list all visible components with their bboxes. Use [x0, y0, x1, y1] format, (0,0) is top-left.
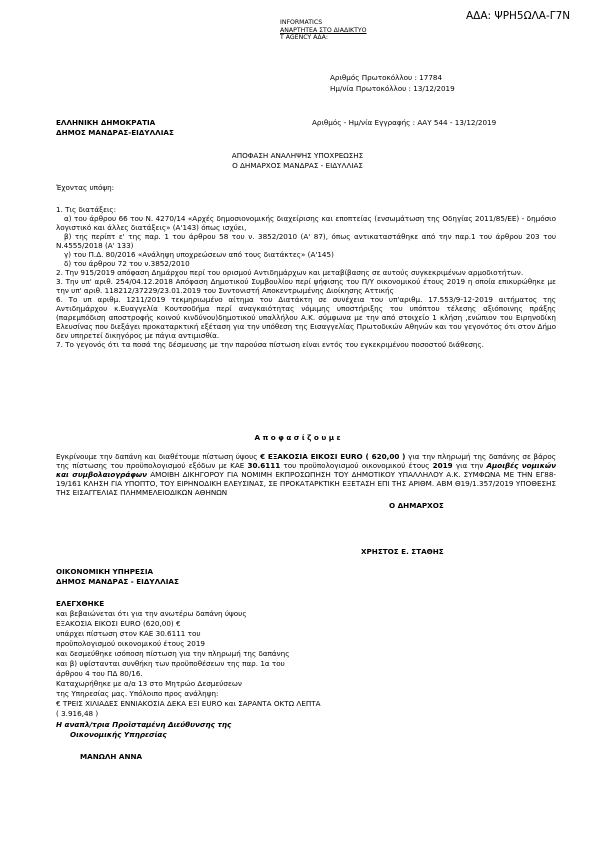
consideration-1d: δ) του άρθρου 72 του ν.3852/2010 [64, 259, 190, 268]
finance-head-title: Η αναπλ/τρια Προϊσταμένη Διεύθυνσης της [56, 720, 232, 729]
publication-stamp [280, 19, 367, 42]
finance-line: της Υπηρεσίας μας. Υπόλοιπο προς ανάληψη: [56, 689, 219, 698]
finance-line: και β) υφίστανται συνθήκη των προϋποθέσεων της παρ. 1α του [56, 659, 285, 668]
finance-municipality: ΔΗΜΟΣ ΜΑΝΔΡΑΣ - ΕΙΔΥΛΛΙΑΣ [56, 577, 179, 586]
consideration-6: 6. Το υπ αριθμ. 1211/2019 τεκμηριωμένο αίτημα του Διατάκτη σε συνέχεια του υπ'αριθμ. 17.553/9-12-2019 αιτήματος της Αντιδημάρχου κ.Ευαγγελία Κουτσοδήμα περί αναγκαιότητας νόμιμης υποστήριξης του υπόπτου τέλεσης αξιόποινης πράξης (παρεμπόδιση αποστροφής κοινού κινδύνου)δημοτικού υπαλλήλου Α.Κ. σύμφωνα με την από στοιχείο 1 κλήση ,ενώπιον του Ειρηνοδίκη Ελευσίνας που διεξάγει προκαταρκτική εξέταση για την υπόθεση της Εισαγγελίας Πρωτοδικών Αθηνών και του γεγονότος ότι στον Δήμο δεν υπηρετεί δικηγόρος με πάγια αντιμισθία. [56, 295, 556, 340]
finance-line: ( 3.916,48 ) [56, 709, 99, 718]
consideration-1c: γ) του Π.Δ. 80/2016 «Ανάληψη υποχρεώσεων από τους διατάκτες» (Α'145) [64, 250, 334, 259]
finance-dept: ΟΙΚΟΝΟΜΙΚΗ ΥΠΗΡΕΣΙΑ [56, 567, 154, 576]
considerations [56, 205, 556, 349]
decision-amount: € ΕΞΑΚΟΣΙΑ ΕΙΚΟΣΙ EURO ( 620,00 ) [260, 452, 406, 461]
decision-text [56, 452, 556, 497]
finance-line: υπάρχει πίστωση στον ΚΑΕ 30.6111 του [56, 629, 201, 638]
decision-text-1: Εγκρίνουμε την δαπάνη και διαθέτουμε πίστωση ύψους [56, 452, 258, 461]
finance-line: € ΤΡΕΙΣ ΧΙΛΙΑΔΕΣ ΕΝΝΙΑΚΟΣΙΑ ΔΕΚΑ ΕΞΙ EURO και ΣΑΡΑΝΤΑ ΟΚΤΩ ΛΕΠΤΑ [56, 699, 321, 708]
consideration-7: 7. Το γεγονός ότι τα ποσά της δέσμευσης με την παρούσα πίστωση είναι εντός του εγκεκριμένου ποσοστού διάθεσης. [56, 340, 484, 349]
protocol-number: Αριθμός Πρωτοκόλλου : 17784 [330, 73, 443, 82]
mayor-name: ΧΡΗΣΤΟΣ Ε. ΣΤΑΘΗΣ [361, 547, 444, 556]
country-header: ΕΛΛΗΝΙΚΗ ΔΗΜΟΚΡΑΤΙΑ [56, 118, 156, 127]
decision-text-5: ΑΜΟΙΒΗ ΔΙΚΗΓΟΡΟΥ ΓΙΑ ΝΟΜΙΜΗ ΕΚΠΡΟΣΩΠΗΣΗ ΤΟΥ ΔΗΜΟΤΙΚΟΥ ΥΠΑΛΛΗΛΟΥ Α.Κ. ΣΥΜΦΩΝΑ ΜΕ ΤΗΝ ΕΓ88-19/161 ΚΛΗΣΗ ΓΙΑ ΥΠΟΠΤΟ, ΤΟΥ ΕΙΡΗΝΟΔΙΚΗ ΕΛΕΥΣΙΝΑΣ, ΣΕ ΠΡΟΚΑΤΑΡΚΤΙΚΗ ΕΞΕΤΑΣΗ ΕΠΙ ΤΗΣ ΑΡΙΘΜ. ΑΒΜ Θ19/1.357/2019 ΥΠΟΘΕΣΗΣ ΤΗΣ ΕΙΣΑΓΓΕΛΙΑΣ ΠΛΗΜΜΕΛΕΙΟΔΙΚΩΝ ΑΘΗΝΩΝ [56, 470, 556, 497]
decision-text-3: του προϋπολογισμού οικονομικού έτους [283, 461, 430, 470]
document-subtitle: Ο ΔΗΜΑΡΧΟΣ ΜΑΝΔΡΑΣ - ΕΙΔΥΛΛΙΑΣ [232, 161, 363, 170]
finance-line: προϋπολογισμού οικονομικού έτους 2019 [56, 639, 205, 648]
decision-kae: 30.6111 [247, 461, 281, 470]
decision-text-2: για την πληρωμή της δαπάνης σε βάρος της πίστωσης του προϋπολογισμού εξόδων με ΚΑΕ [56, 452, 556, 470]
decision-year: 2019 [432, 461, 453, 470]
decision-category: Αμοιβές νομικών και συμβολαιογράφων [56, 461, 556, 479]
finance-line: και βεβαιώνεται ότι για την ανωτέρω δαπάνη ύψους [56, 609, 247, 618]
intro-text: Έχοντας υπόψη: [56, 183, 115, 192]
protocol-date: Ημ/νία Πρωτοκόλλου : 13/12/2019 [330, 84, 455, 93]
mayor-role: Ο ΔΗΜΑΡΧΟΣ [389, 501, 444, 510]
ada-code: ΑΔΑ: ΨΡΗ5ΩΛΑ-Γ7Ν [466, 10, 571, 22]
finance-head-title2: Οικονομικής Υπηρεσίας [70, 730, 167, 739]
consideration-2: 2. Την 915/2019 απόφαση Δημάρχου περί του ορισμού Αντιδημάρχων και μεταβίβασης σε αυτούς συγκεκριμένων αρμοδιοτήτων. [56, 268, 524, 277]
finance-head-name: ΜΑΝΩΛΗ ΑΝΝΑ [80, 752, 143, 761]
finance-line: Καταχωρήθηκε με α/α 13 στο Μητρώο Δεσμεύσεων [56, 679, 242, 688]
finance-line: ΕΞΑΚΟΣΙΑ ΕΙΚΟΣΙ EURO (620,00) € [56, 619, 181, 628]
finance-line: άρθρου 4 του ΠΔ 80/16. [56, 669, 143, 678]
consideration-1b: β) της περίπτ ε' της παρ. 1 του άρθρου 58 του ν. 3852/2010 (Α' 87), όπως αντικαταστάθηκε από την παρ.1 του άρθρου 203 του Ν.4555/2018 (Α' 133) [56, 232, 556, 250]
consideration-1a: α) του άρθρου 66 του Ν. 4270/14 «Αρχές δημοσιονομικής διαχείρισης και εποπτείας (ενσωμάτωση της Οδηγίας 2011/85/ΕΕ) - δημόσιο λογιστικό και άλλες διατάξεις» (Α'143) όπως ισχύει, [56, 214, 556, 232]
consideration-3: 3. Την υπ' αριθ. 254/04.12.2018 Απόφαση Δημοτικού Συμβουλίου περί ψήφισης του Π/Υ οικονομικού έτους 2019 η οποία επικυρώθηκε με την υπ' αριθ. 118212/37229/23.01.2019 του Συντονιστή Αποκεντρωμένης Διοίκησης Αττικής [56, 277, 556, 295]
stamp-line: T AGENCY ΑΔΑ: [280, 34, 328, 42]
decision-heading: Α π ο φ α σ ί ζ ο υ μ ε [254, 433, 341, 442]
checked-label: ΕΛΕΓΧΘΗΚΕ [56, 599, 105, 608]
registry-number: Αριθμός - Ημ/νία Εγγραφής : ΑΑΥ 544 - 13/12/2019 [312, 118, 497, 127]
stamp-line: ΑΝΑΡΤΗΤΕΑ ΣΤΟ ΔΙΑΔΙΚΤΥΟ [280, 26, 367, 34]
municipality-header: ΔΗΜΟΣ ΜΑΝΔΡΑΣ-ΕΙΔΥΛΛΙΑΣ [56, 128, 174, 137]
document-title: ΑΠΟΦΑΣΗ ΑΝΑΛΗΨΗΣ ΥΠΟΧΡΕΩΣΗΣ [231, 151, 364, 160]
consideration-1: 1. Τις διατάξεις: [56, 205, 117, 214]
stamp-line: INFORMATICS [280, 19, 323, 26]
decision-text-4: για την [455, 461, 484, 470]
finance-line: και δεσμεύθηκε ισόποση πίστωση για την πληρωμή της δαπάνης [56, 649, 290, 658]
